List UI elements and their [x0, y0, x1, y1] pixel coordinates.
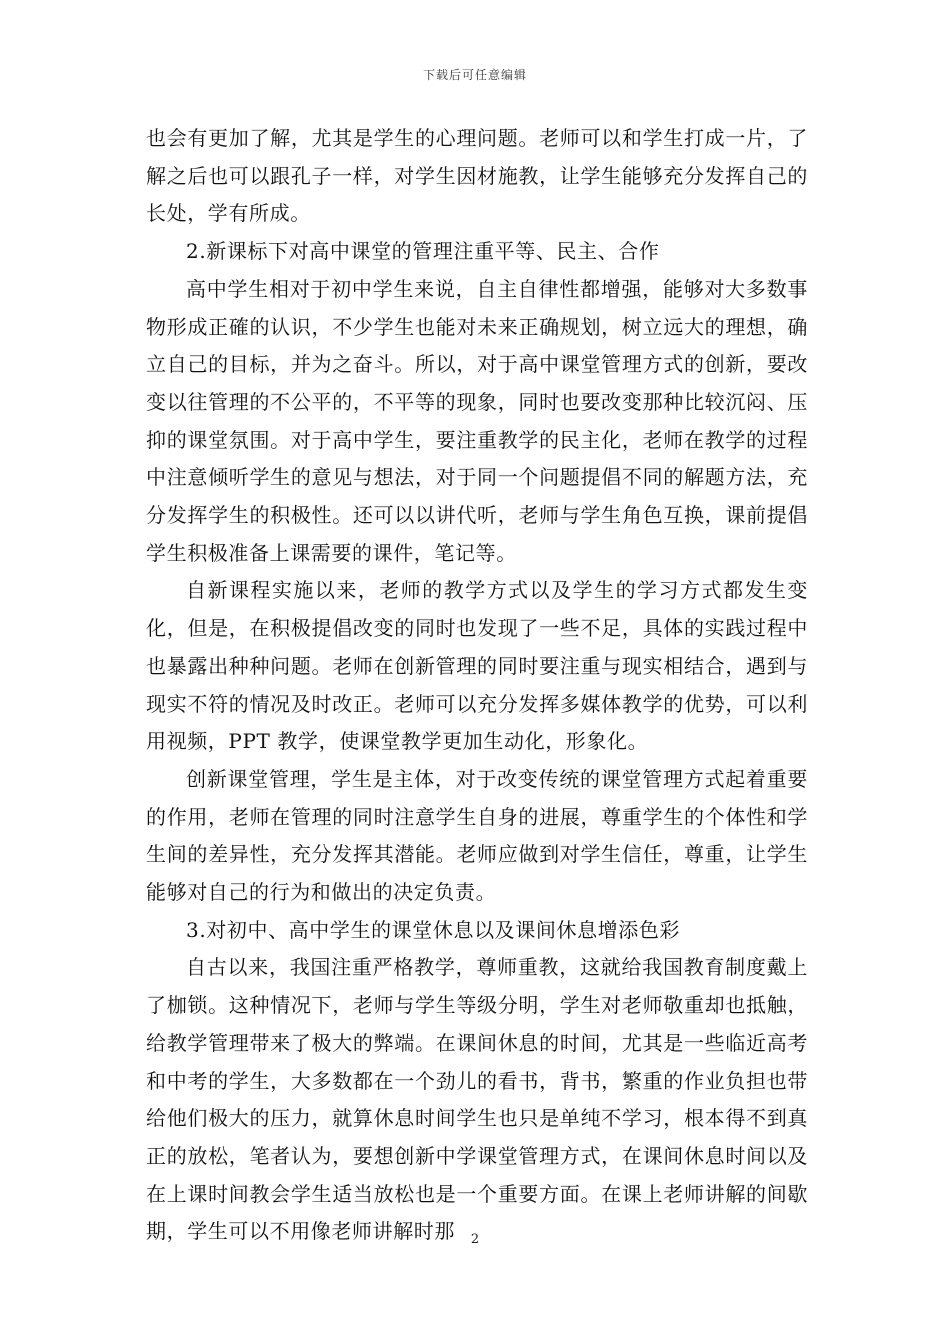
section-heading-2: 2.新课标下对高中课堂的管理注重平等、民主、合作: [186, 239, 660, 264]
paragraph-rest-time: 自古以来，我国注重严格教学，尊师重教，这就给我国教育制度戴上了枷锁。这种情况下，老师与学生等级分明，学生对老师敬重却也抵触，给教学管理带来了极大的弊端。在课间休息的时间，尤其是一些临近高考和中考的学生，大多数都在一个劲儿的看书，背书，繁重的作业负担也带给他们极大的压力，就算休息时间学生也只是单纯不学习，根本得不到真正的放松，笔者认为，要想创新中学课堂管理方式，在课间休息时间以及在上课时间教会学生适当放松也是一个重要方面。在课上老师讲解的间歇期，学生可以不用像老师讲解时那: [146, 955, 808, 1244]
paragraph-innovative-management: 创新课堂管理，学生是主体，对于改变传统的课堂管理方式起着重要的作用，老师在管理的同时注意学生自身的进展，尊重学生的个体性和学生间的差异性，充分发挥其潜能。老师应做到对学生信任，尊重，让学生能够对自己的行为和做出的决定负责。: [146, 766, 808, 905]
paragraph-continuation: 也会有更加了解，尤其是学生的心理问题。老师可以和学生打成一片，了解之后也可以跟孔子一样，对学生因材施教，让学生能够充分发挥自己的长处，学有所成。: [146, 126, 808, 226]
section-heading-3: 3.对初中、高中学生的课堂休息以及课间休息增添色彩: [186, 917, 681, 942]
paragraph-high-school-students: 高中学生相对于初中学生来说，自主自律性都增强，能够对大多数事物形成正確的认识，不少学生也能对未来正确规划，树立远大的理想，确立自己的目标，并为之奋斗。所以，对于高中课堂管理方式的创新，要改变以往管理的不公平的，不平等的现象，同时也要改变那种比较沉闷、压抑的课堂氛围。对于高中学生，要注重教学的民主化，老师在教学的过程中注意倾听学生的意见与想法，对于同一个问题提倡不同的解题方法，充分发挥学生的积极性。还可以以讲代听，老师与学生角色互换，课前提倡学生积极准备上课需要的课件，笔记等。: [146, 276, 808, 565]
page-number: 2: [470, 1232, 480, 1247]
paragraph-new-curriculum: 自新课程实施以来，老师的教学方式以及学生的学习方式都发生变化，但是，在积极提倡改变的同时也发现了一些不足，具体的实践过程中也暴露出种种问题。老师在创新管理的同时要注重与现实相结合，遇到与现实不符的情况及时改正。老师可以充分发挥多媒体教学的优势，可以利用视频，PPT 教学，使课堂教学更加生动化，形象化。: [146, 578, 808, 754]
document-body: [146, 120, 808, 1251]
page-header-note: 下载后可任意编辑: [422, 68, 527, 82]
